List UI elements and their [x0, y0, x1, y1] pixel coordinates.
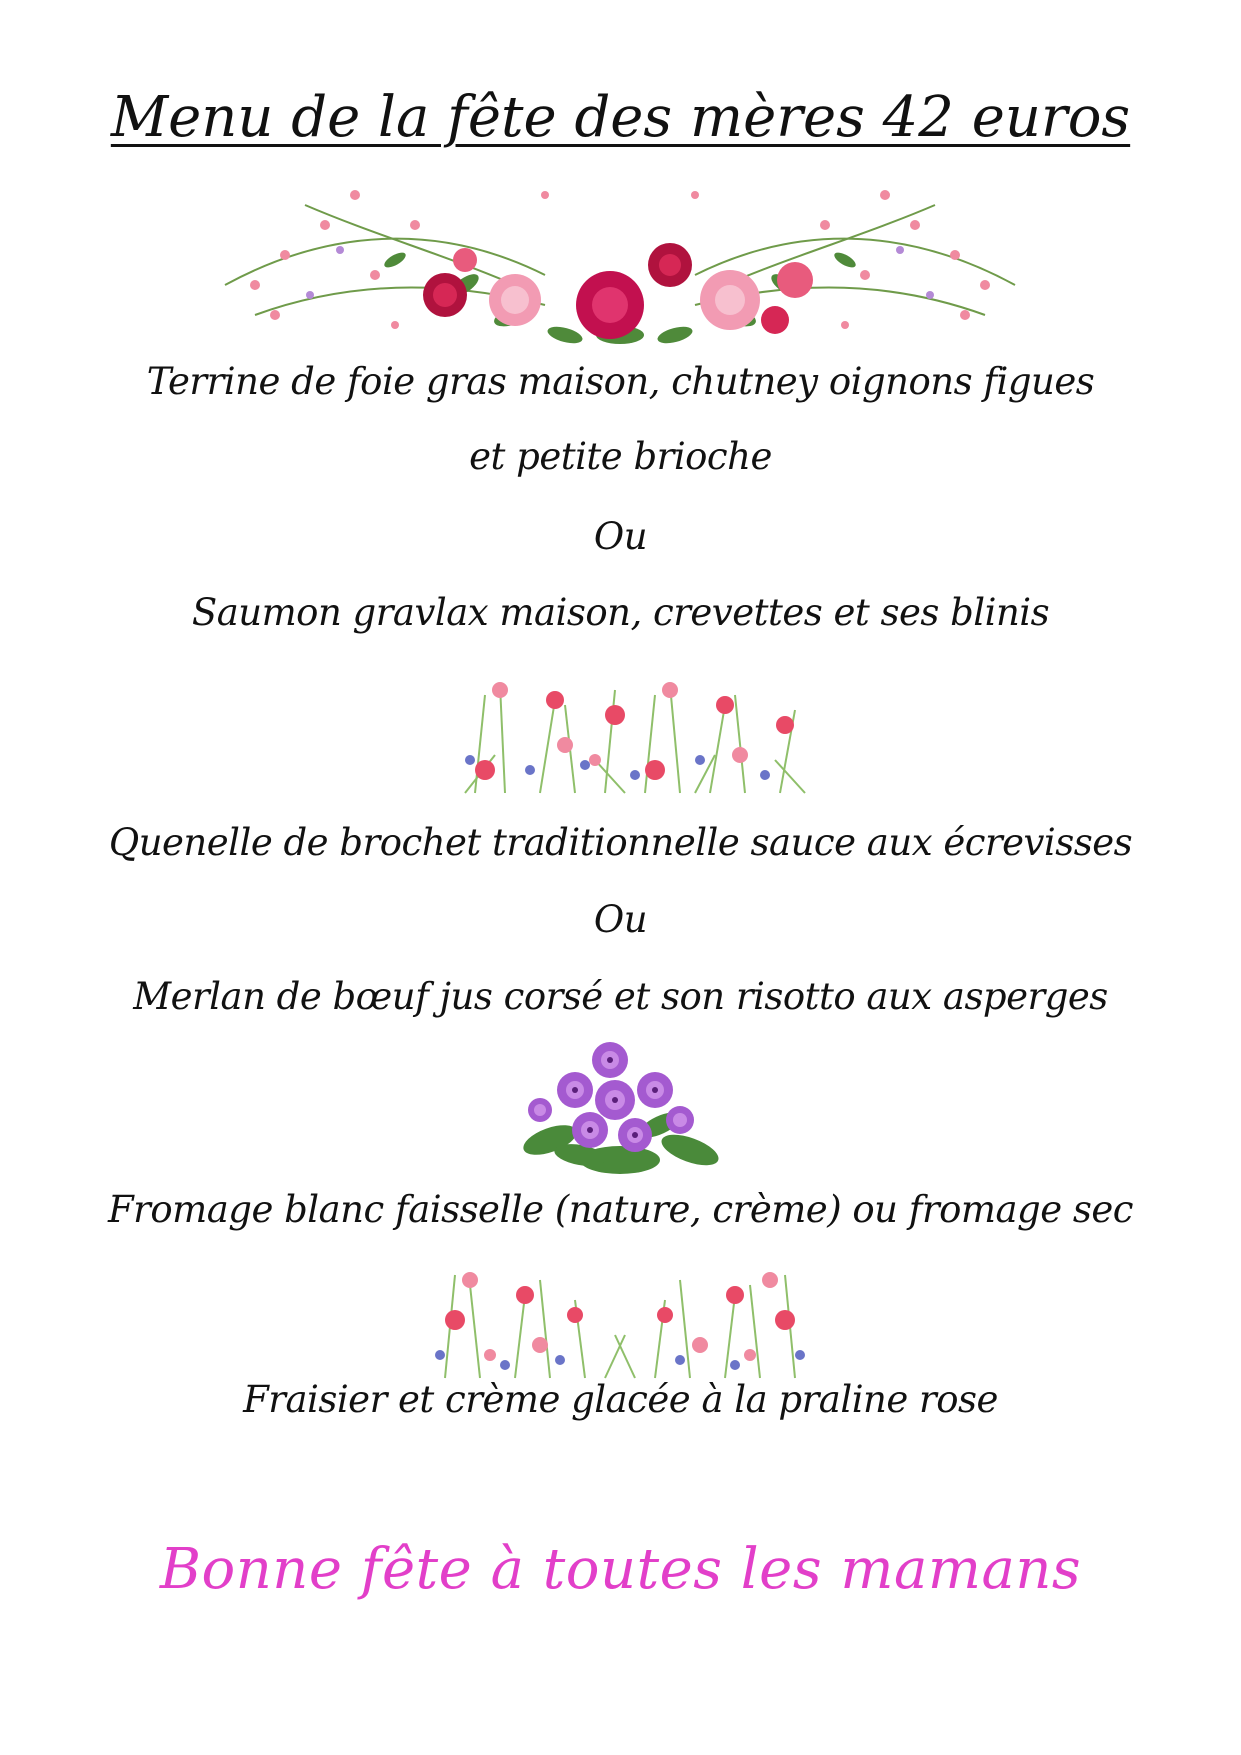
wildflower-row-icon	[445, 665, 835, 795]
starter-1-line-1: Terrine de foie gras maison, chutney oignons figues	[146, 360, 1095, 403]
rose-garland-icon	[215, 165, 1025, 350]
petunia-bouquet-icon	[510, 1030, 730, 1180]
starter-or: Ou	[593, 515, 648, 558]
cheese-course: Fromage blanc faisselle (nature, crème) ou fromage sec	[107, 1188, 1134, 1231]
greeting-text: Bonne fête à toutes les mamans	[159, 1537, 1082, 1602]
starter-1-line-2: et petite brioche	[469, 435, 772, 478]
main-2: Merlan de bœuf jus corsé et son risotto aux asperges	[133, 975, 1108, 1018]
starter-2: Saumon gravlax maison, crevettes et ses blinis	[191, 591, 1050, 634]
main-1: Quenelle de brochet traditionnelle sauce aux écrevisses	[108, 821, 1133, 864]
main-or: Ou	[593, 898, 648, 941]
dessert-course: Fraisier et crème glacée à la praline rose	[243, 1378, 998, 1421]
menu-title	[0, 78, 1241, 158]
menu-title-text: Menu de la fête des mères 42 euros	[110, 85, 1131, 150]
wildflower-row-icon	[425, 1255, 815, 1380]
